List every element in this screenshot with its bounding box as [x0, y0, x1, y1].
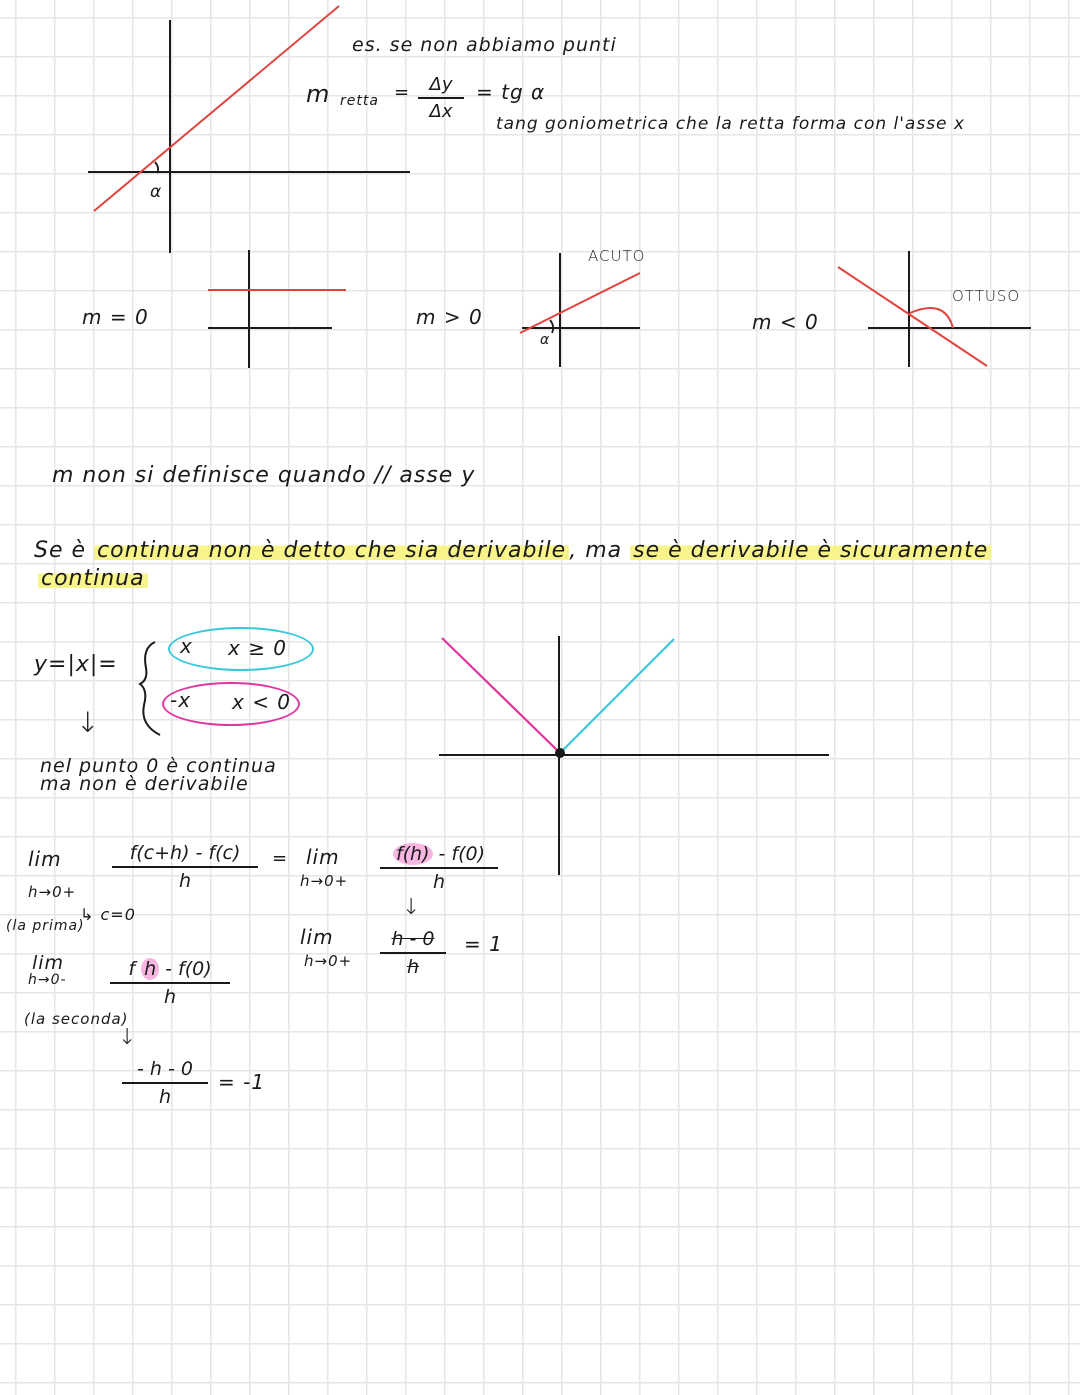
abs-conclusion-line2: ma non è derivabile [40, 773, 249, 795]
acute-label: ACUTO [588, 247, 646, 265]
abs-value-graph [439, 636, 829, 875]
right-limit-result: = 1 [464, 932, 503, 956]
fraction-bar [380, 867, 498, 869]
left-simplified-num: - h - 0 [137, 1058, 193, 1080]
example-note: es. se non abbiamo punti [352, 34, 617, 56]
fraction-bar [112, 866, 258, 868]
c-note: ↳ c=0 [80, 905, 136, 924]
left-simplified-quotient [122, 1058, 208, 1108]
general-numerator: f(c+h) - f(c) [129, 842, 241, 864]
fraction-bar [122, 1082, 208, 1084]
right-denominator: h [432, 871, 446, 893]
fraction-bar [110, 982, 230, 984]
fraction-bar [418, 97, 464, 99]
continuity-statement [34, 538, 991, 563]
case-positive-label: m > 0 [416, 305, 483, 329]
case-negative-label: m < 0 [752, 310, 819, 334]
case-neg-expr: -x [170, 688, 192, 712]
second-label: (la seconda) [24, 1010, 129, 1028]
left-simplified-den: h [158, 1086, 172, 1108]
left-numerator [110, 958, 230, 980]
delta-fraction [418, 74, 464, 122]
alpha-label-positive: α [540, 332, 551, 348]
left-numerator-rest: - f(0) [159, 958, 212, 980]
h-highlight: h [141, 958, 159, 980]
highlight-continuous: continua non è detto che sia derivabile [94, 538, 569, 563]
left-numerator-f: f [128, 958, 136, 980]
m-subscript: retta [340, 93, 379, 109]
lim-left-sub: h→0- [28, 972, 67, 988]
continuity-statement-line2 [38, 566, 148, 591]
piecewise-brace [140, 642, 160, 735]
down-arrow-icon: ↓ [118, 1025, 138, 1050]
left-difference-quotient [110, 958, 230, 1008]
down-arrow-icon: ↓ [76, 706, 101, 739]
lim-right-2: lim [300, 925, 334, 949]
lim-left: lim [32, 952, 65, 974]
general-difference-quotient [112, 842, 258, 892]
left-denominator: h [163, 986, 177, 1008]
lim-right-sub: h→0+ [300, 872, 349, 890]
alpha-label: α [150, 182, 163, 202]
negative-slope-graph [838, 251, 1031, 367]
zero-slope-graph [208, 250, 346, 368]
case-pos-expr: x [180, 634, 193, 658]
abs-conclusion-line1: nel punto 0 è continua [40, 755, 277, 777]
highlight-continua: continua [38, 566, 148, 591]
right-numerator-rest: - f(0) [432, 843, 486, 865]
undefined-slope-note: m non si definisce quando // asse y [52, 463, 476, 488]
general-denominator: h [178, 870, 192, 892]
limits-equals: = [272, 848, 289, 869]
lim-general: lim [28, 847, 62, 871]
right-difference-quotient [380, 843, 498, 893]
fraction-bar [380, 952, 446, 954]
highlight-derivable: se è derivabile è sicuramente [630, 538, 991, 563]
case-neg-cond: x < 0 [232, 690, 292, 714]
lim-right: lim [306, 845, 340, 869]
left-limit-result: = -1 [218, 1070, 266, 1094]
case-zero-label: m = 0 [82, 305, 149, 329]
case-pos-cond: x ≥ 0 [228, 636, 288, 660]
down-arrow-icon: ↓ [402, 895, 422, 920]
positive-slope-graph [520, 253, 640, 367]
tangent-expression: = tg α [476, 80, 546, 104]
right-numerator [380, 843, 498, 865]
statement-prefix: Se è [34, 538, 95, 563]
m-label: m [306, 80, 331, 108]
right-simplified-den: h [406, 956, 420, 978]
lim-right-2-sub: h→0+ [304, 952, 353, 970]
statement-middle: , ma [569, 538, 631, 563]
tangent-note: tang goniometrica che la retta forma con l'asse x [496, 114, 965, 134]
lim-general-sub: h→0+ [28, 883, 77, 901]
equals-sign: = [394, 82, 411, 103]
delta-y: Δy [429, 74, 453, 95]
first-label: (la prima) [6, 918, 85, 934]
right-simplified-quotient [380, 928, 446, 978]
f-h-highlight: f(h) [393, 843, 433, 865]
delta-x: Δx [429, 101, 453, 122]
obtuse-label: OTTUSO [952, 287, 1021, 305]
abs-lhs: y=|x|= [34, 652, 118, 677]
right-simplified-num: h - 0 [391, 928, 435, 950]
